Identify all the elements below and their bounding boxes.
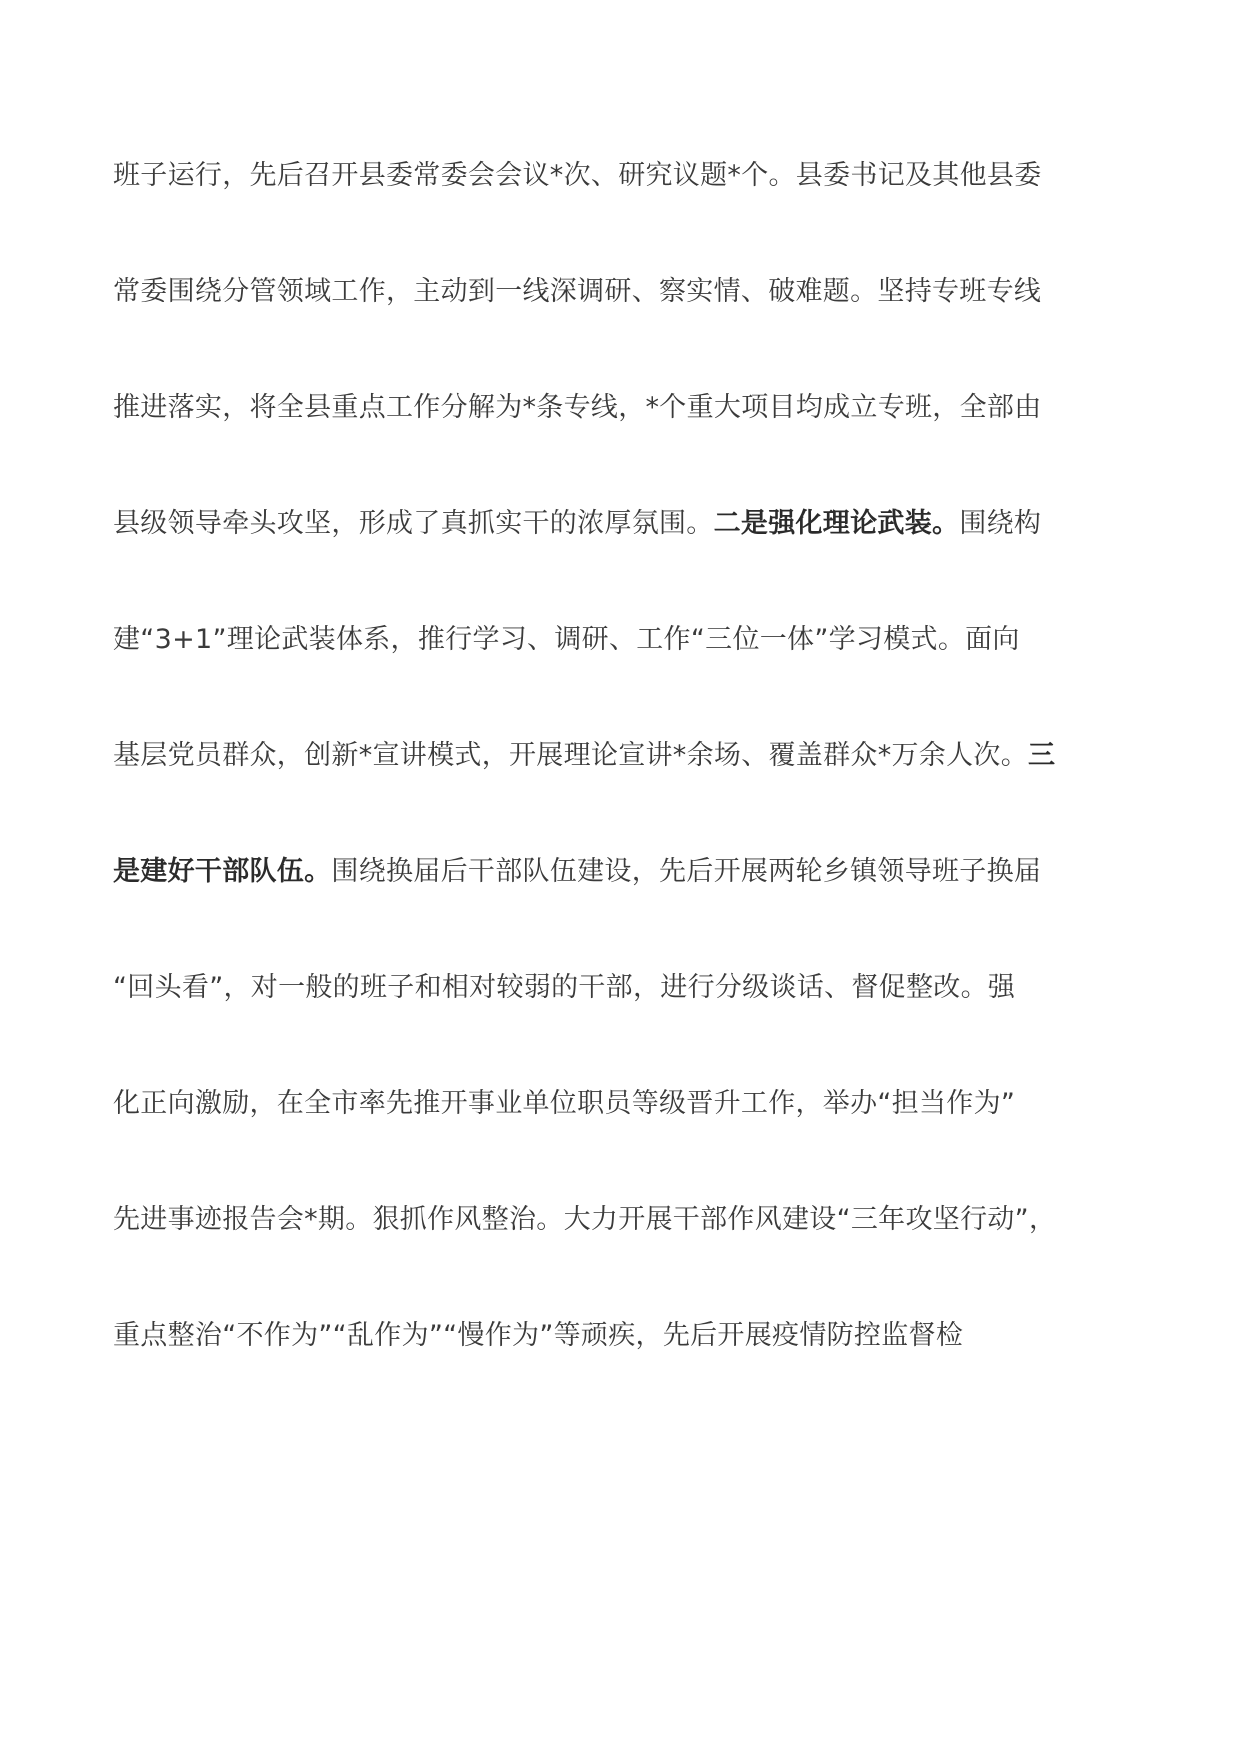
line-4-text: 县级领导牵头攻坚，形成了真抓实干的浓厚氛围。 — [113, 508, 714, 539]
text-line-11 — [113, 1318, 963, 1354]
text-line-2 — [113, 274, 1041, 310]
text-line-6 — [113, 738, 1055, 774]
line-6-text: 基层党员群众，创新*宣讲模式，开展理论宣讲*余场、覆盖群众*万余人次。 — [113, 740, 1028, 771]
line-11-text: 重点整治“不作为”“乱作为”“慢作为”等顽疾，先后开展疫情防控监督检 — [113, 1320, 964, 1351]
text-line-3 — [113, 390, 1042, 426]
heading-cadre-start: 三 — [1028, 740, 1056, 771]
line-2-text: 常委围绕分管领域工作，主动到一线深调研、察实情、破难题。坚持专班专线 — [113, 276, 1042, 307]
line-10-text: 先进事迹报告会*期。狠抓作风整治。大力开展干部作风建设“三年攻坚行动”， — [113, 1204, 1057, 1235]
text-line-10 — [113, 1202, 1056, 1238]
text-line-1 — [113, 158, 1042, 194]
text-line-5 — [113, 622, 1020, 658]
text-line-9 — [113, 1086, 1015, 1122]
text-line-4 — [113, 506, 1041, 542]
text-line-7 — [113, 854, 1041, 890]
line-9-text: 化正向激励，在全市率先推开事业单位职员等级晋升工作，举办“担当作为” — [113, 1088, 1016, 1119]
line-4-tail: 围绕构 — [959, 508, 1042, 539]
line-7-text: 围绕换届后干部队伍建设，先后开展两轮乡镇领导班子换届 — [331, 856, 1042, 887]
text-line-8 — [113, 970, 1015, 1006]
line-8-text: “回头看”，对一般的班子和相对较弱的干部，进行分级谈话、督促整改。强 — [113, 972, 1016, 1003]
line-1-text: 班子运行，先后召开县委常委会会议*次、研究议题*个。县委书记及其他县委 — [113, 160, 1042, 191]
heading-build-cadre-team: 是建好干部队伍。 — [113, 856, 332, 887]
heading-strengthen-theory: 二是强化理论武装。 — [713, 508, 960, 539]
line-5-text: 建“3+1”理论武装体系，推行学习、调研、工作“三位一体”学习模式。面向 — [113, 624, 1020, 655]
line-3-text: 推进落实，将全县重点工作分解为*条专线，*个重大项目均成立专班，全部由 — [113, 392, 1042, 423]
